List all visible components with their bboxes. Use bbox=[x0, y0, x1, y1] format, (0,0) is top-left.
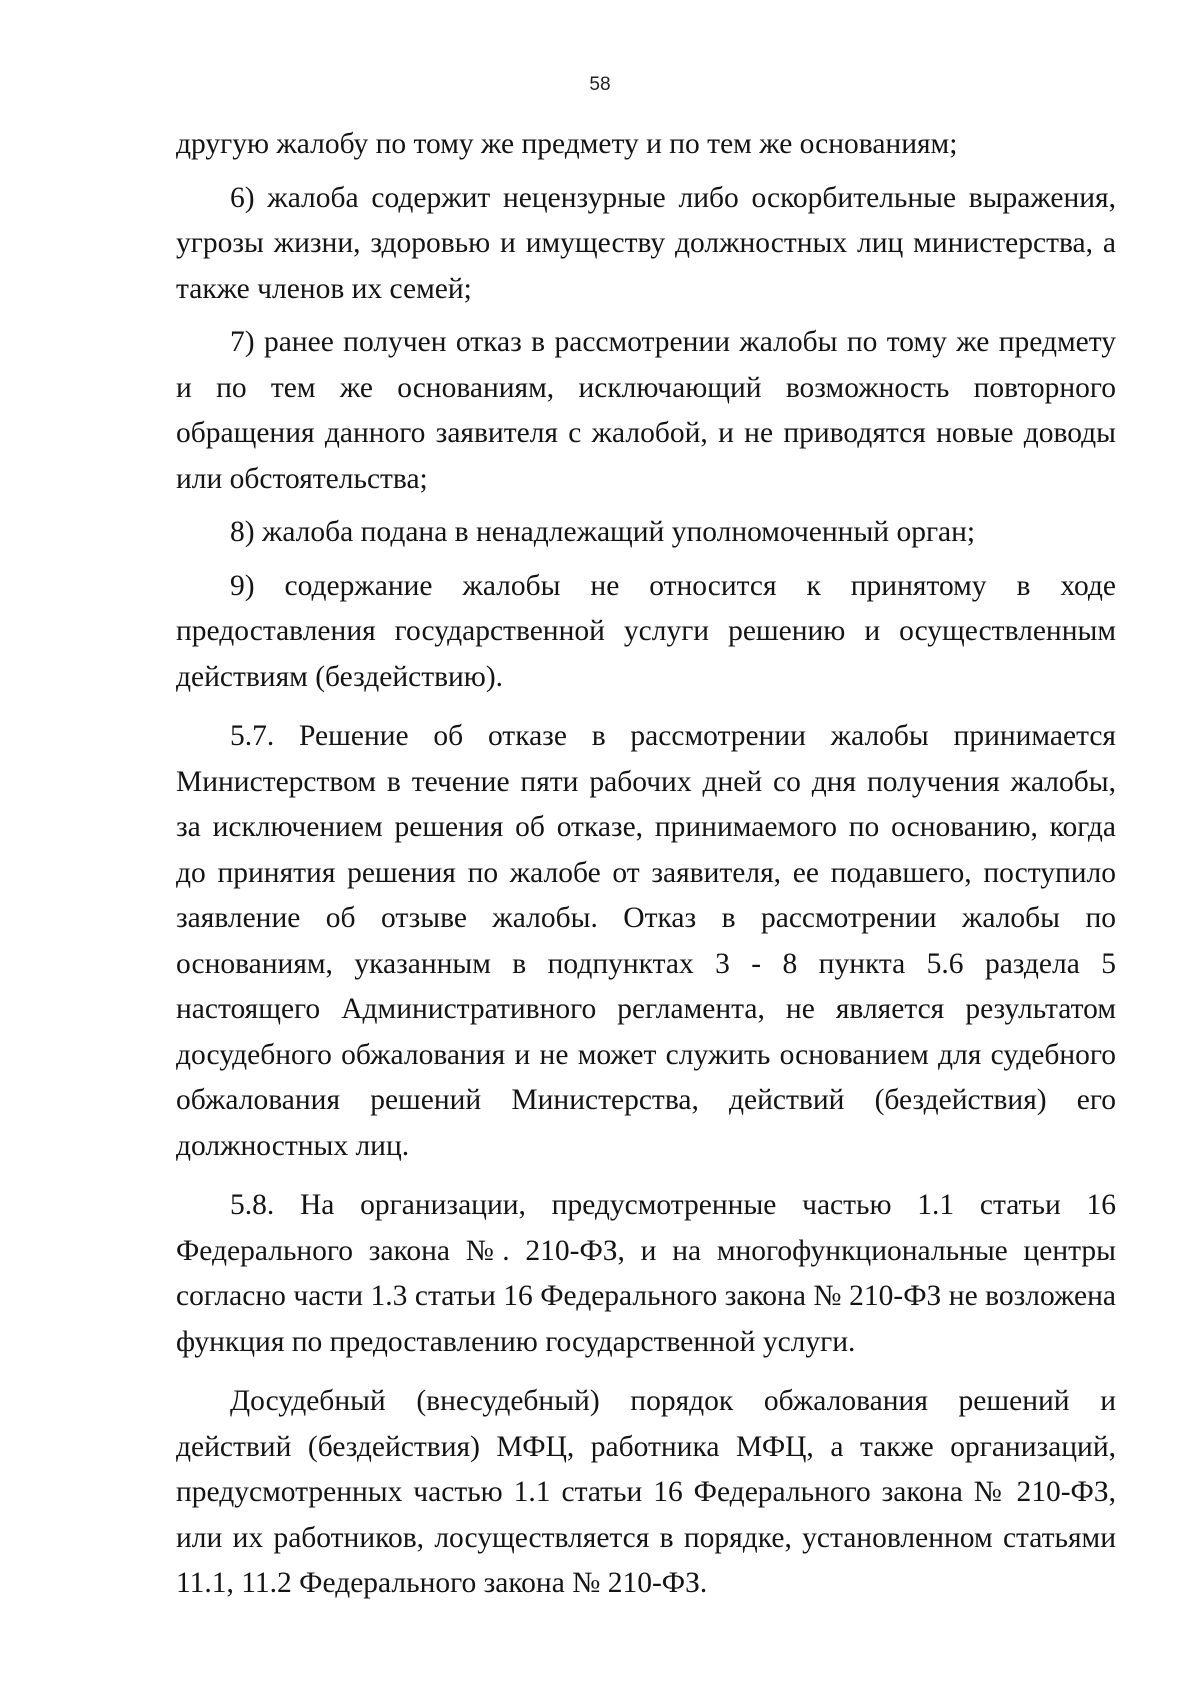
paragraph-item-7: 7) ранее получен отказ в рассмотрении жалобы по тому же предмету и по тем же основаниям, исключающий возможность повторного обращения данного заявителя с жалобой, и не приводятся новые доводы или обстоятельства; bbox=[176, 326, 1116, 495]
paragraph-pretrial-appeal: Досудебный (внесудебный) порядок обжалования решений и действий (бездействия) МФЦ, работника МФЦ, а также организаций, предусмотренных частью 1.1 статьи 16 Федерального закона № 210-ФЗ, или их работников, лосуществляется в порядке, установленном статьями 11.1, 11.2 Федерального закона № 210-ФЗ. bbox=[176, 1385, 1116, 1599]
paragraph-continuation: другую жалобу по тому же предмету и по тем же основаниям; bbox=[176, 128, 958, 160]
paragraph-item-8: 8) жалоба подана в ненадлежащий уполномоченный орган; bbox=[230, 516, 976, 548]
paragraph-section-5-8: 5.8. На организации, предусмотренные частью 1.1 статьи 16 Федерального закона №. 210-ФЗ, и на многофункциональные центры согласно части 1.3 статьи 16 Федерального закона № 210-ФЗ не возложена функция по предоставлению государственной услуги. bbox=[176, 1189, 1116, 1358]
paragraph-section-5-7: 5.7. Решение об отказе в рассмотрении жалобы принимается Министерством в течение пяти рабочих дней со дня получения жалобы, за исключением решения об отказе, принимаемого по основанию, когда до принятия решения по жалобе от заявителя, ее подавшего, поступило заявление об отзыве жалобы. Отказ в рассмотрении жалобы по основаниям, указанным в подпунктах 3 - 8 пункта 5.6 раздела 5 настоящего Административного регламента, не является результатом досудебного обжалования и не может служить основанием для судебного обжалования решений Министерства, действий (бездействия) его должностных лиц. bbox=[176, 720, 1116, 1162]
page-number: 58 bbox=[589, 74, 611, 95]
paragraph-item-9: 9) содержание жалобы не относится к принятому в ходе предоставления государственной услуги решению и осуществленным действиям (бездействию). bbox=[176, 569, 1116, 693]
paragraph-item-6: 6) жалоба содержит нецензурные либо оскорбительные выражения, угрозы жизни, здоровью и имуществу должностных лиц министерства, а также членов их семей; bbox=[176, 181, 1116, 305]
document-body bbox=[176, 122, 1116, 1615]
